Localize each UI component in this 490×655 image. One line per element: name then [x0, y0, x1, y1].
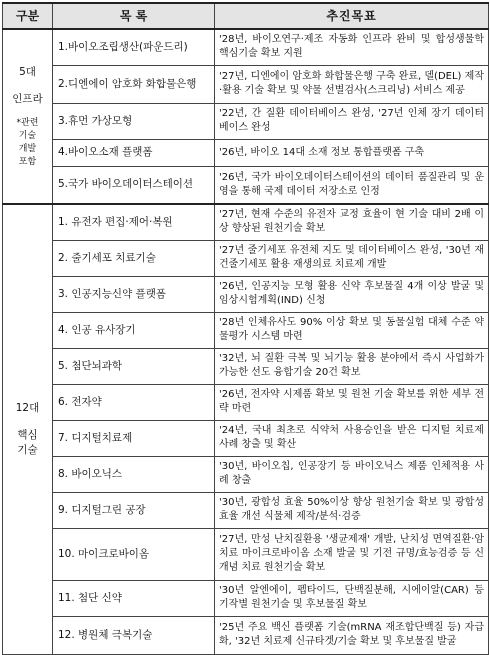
goal-cell: '27년 줄기세포 유전체 지도 및 데이터베이스 완성, '30년 재건줄기세포 활용 재생의료 치료제 개발 — [215, 240, 489, 276]
table-row — [3, 204, 489, 240]
item-cell: 10. 마이크로바이옴 — [53, 528, 215, 580]
item-cell: 1.바이오조립생산(파운드리) — [53, 29, 215, 65]
item-cell: 4. 인공 유사장기 — [53, 312, 215, 348]
goal-cell: '26년, 전자약 시제품 확보 및 원천 기술 확보를 위한 세부 전략 마련 — [215, 384, 489, 420]
goal-cell: '22년, 간 질환 데이터베이스 완성, '27년 인체 장기 데이터베이스 완성 — [215, 103, 489, 139]
goal-cell: '27년, 디엔에이 암호화 화합물은행 구축 완료, 델(DEL) 제작·활용 기술 확보 및 약물 선별검사(스크리닝) 서비스 제공 — [215, 65, 489, 103]
category-note: 개발 — [18, 143, 37, 154]
goal-cell: '30년 알엔에이, 펩타이드, 단백질분해, 시에이알(CAR) 등 기작별 원천기술 및 후보물질 확보 — [215, 580, 489, 616]
category-note: 포함 — [18, 156, 37, 167]
table-row — [3, 348, 489, 384]
item-cell: 5.국가 바이오데이터스테이션 — [53, 166, 215, 204]
table-row — [3, 166, 489, 204]
header-item: 목 록 — [53, 3, 215, 29]
policy-table — [2, 2, 489, 655]
table-row — [3, 616, 489, 654]
category-infra — [3, 29, 53, 204]
item-cell: 8. 바이오닉스 — [53, 456, 215, 492]
goal-cell: '30년, 바이오칩, 인공장기 등 바이오닉스 제품 인체적용 사례 창출 — [215, 456, 489, 492]
goal-cell: '27년, 만성 난치질환용 '생균제재' 개발, 난치성 면역질환·암 치료 마이크로바이옴 소재 발굴 및 기전 규명/효능검증 등 신개념 치료 원천기술 확보 — [215, 528, 489, 580]
header-category: 구분 — [3, 3, 53, 29]
table-row — [3, 528, 489, 580]
item-cell: 9. 디지털그린 공장 — [53, 492, 215, 528]
goal-cell: '28년 인체유사도 90% 이상 확보 및 동물실험 대체 수준 약물평가 시스템 마련 — [215, 312, 489, 348]
category-label: 인프라 — [12, 92, 43, 105]
goal-cell: '27년, 현재 수준의 유전자 교정 효율이 현 기술 대비 2배 이상 향상된 원천기술 확보 — [215, 204, 489, 240]
item-cell: 2. 줄기세포 치료기술 — [53, 240, 215, 276]
category-label: 5대 — [19, 65, 36, 78]
table-row — [3, 240, 489, 276]
item-cell: 4.바이오소재 플랫폼 — [53, 139, 215, 166]
table-row — [3, 29, 489, 65]
goal-cell: '26년, 인공지능 모형 활용 신약 후보물질 4개 이상 발굴 및 임상시험계획(IND) 신청 — [215, 276, 489, 312]
goal-cell: '30년, 광합성 효율 50%이상 향상 원천기술 확보 및 광합성 효율 개선 식물체 제작/분석·검증 — [215, 492, 489, 528]
table-row — [3, 580, 489, 616]
goal-cell: '26년, 바이오 14대 소재 정보 통합플랫폼 구축 — [215, 139, 489, 166]
item-cell: 1. 유전자 편집·제어·복원 — [53, 204, 215, 240]
category-note: 기술 — [18, 130, 37, 141]
item-cell: 11. 첨단 신약 — [53, 580, 215, 616]
item-cell: 3. 인공지능신약 플랫폼 — [53, 276, 215, 312]
table-row — [3, 139, 489, 166]
table-row — [3, 492, 489, 528]
table-row — [3, 420, 489, 456]
header-goal: 추진목표 — [215, 3, 489, 29]
category-label: 핵심 — [17, 428, 38, 441]
item-cell: 12. 병원체 극복기술 — [53, 616, 215, 654]
table-row — [3, 456, 489, 492]
category-label: 기술 — [17, 443, 38, 456]
item-cell: 6. 전자약 — [53, 384, 215, 420]
table-row — [3, 103, 489, 139]
table-header-row — [3, 3, 489, 29]
table-row — [3, 276, 489, 312]
category-note: *관련 — [16, 117, 39, 128]
goal-cell: '26년, 국가 바이오데이터스테이션의 데이터 품질관리 및 운영을 통해 국제 데이터 저장소로 인정 — [215, 166, 489, 204]
item-cell: 5. 첨단뇌과학 — [53, 348, 215, 384]
table-row — [3, 312, 489, 348]
item-cell: 7. 디지털치료제 — [53, 420, 215, 456]
goal-cell: '28년, 바이오연구·제조 자동화 인프라 완비 및 합성생물학 핵심기술 확보 지원 — [215, 29, 489, 65]
item-cell: 2.디엔에이 암호화 화합물은행 — [53, 65, 215, 103]
table-row — [3, 384, 489, 420]
category-label: 12대 — [15, 401, 40, 414]
goal-cell: '24년, 국내 최초로 식약처 사용승인을 받은 디지털 치료제 사례 창출 및 확산 — [215, 420, 489, 456]
table-row — [3, 65, 489, 103]
goal-cell: '32년, 뇌 질환 극복 및 뇌기능 활용 분야에서 즉시 사업화가 가능한 선도 융합기술 20건 확보 — [215, 348, 489, 384]
category-core-tech — [3, 204, 53, 654]
item-cell: 3.휴먼 가상모형 — [53, 103, 215, 139]
goal-cell: '25년 주요 백신 플랫폼 기술(mRNA 재조합단백질 등) 자급화, '32년 치료제 신규타겟/기술 확보 및 후보물질 발굴 — [215, 616, 489, 654]
